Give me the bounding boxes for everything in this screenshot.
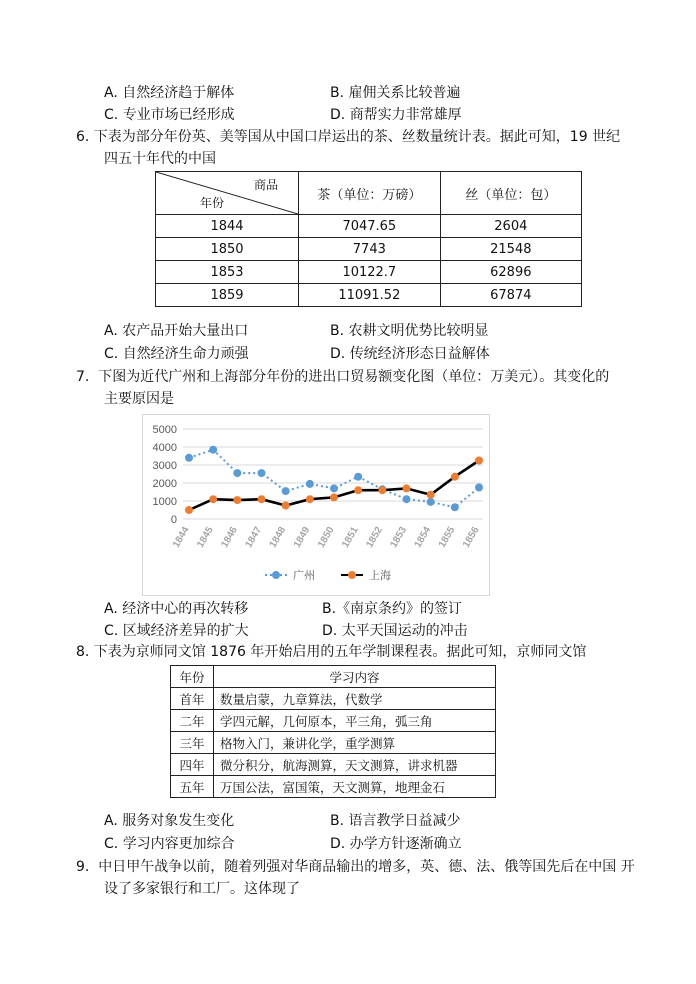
option-letter: D. — [330, 836, 346, 852]
data-point — [282, 502, 290, 510]
data-point — [427, 498, 435, 506]
x-tick-label: 1847 — [243, 525, 265, 550]
q6-option-b — [330, 322, 489, 340]
y-tick-label: 3000 — [152, 460, 177, 472]
q6-option-a — [104, 322, 248, 340]
data-point — [354, 473, 362, 481]
option-text: 服务对象发生变化 — [122, 813, 235, 829]
option-text: 区域经济差异的扩大 — [122, 623, 249, 639]
year-cell: 1844 — [156, 215, 299, 238]
q8-option-d — [330, 835, 462, 853]
diagonal-header-cell — [156, 172, 299, 215]
chart-svg — [143, 415, 489, 595]
x-tick-label: 1850 — [315, 525, 337, 550]
data-point — [403, 484, 411, 492]
y-tick-label: 4000 — [152, 442, 177, 454]
header-content: 学习内容 — [214, 666, 496, 688]
table-row — [156, 215, 582, 238]
option-text: 太平天国运动的冲击 — [341, 623, 468, 639]
y-tick-label: 2000 — [152, 478, 177, 490]
corner-top-label: 商品 — [253, 178, 278, 192]
x-tick-label: 1856 — [460, 525, 482, 550]
question-number: 8. — [76, 644, 90, 660]
data-point — [475, 457, 483, 465]
data-point — [403, 495, 411, 503]
q6-stem-line1 — [76, 128, 620, 146]
header-year: 年份 — [171, 666, 214, 688]
x-tick-label: 1849 — [291, 525, 313, 550]
option-text: 语言教学日益减少 — [348, 813, 461, 829]
q6-stem-line2: 四五十年代的中国 — [104, 151, 216, 167]
option-text: 经济中心的再次转移 — [122, 601, 249, 617]
content-cell: 万国公法，富国策，天文测算，地理金石 — [214, 776, 496, 798]
q6-option-c — [104, 345, 249, 363]
table-row — [156, 261, 582, 284]
option-text: 农耕文明优势比较明显 — [348, 323, 489, 339]
question-text: 下图为近代广州和上海部分年份的进出口贸易额变化图（单位：万美元）。其变化的 — [98, 369, 610, 385]
question-text: 下表为部分年份英、美等国从中国口岸运出的茶、丝数量统计表。据此可知，19 世纪 — [93, 129, 621, 145]
table-header-row — [171, 666, 496, 688]
legend-label: 广州 — [293, 569, 315, 582]
option-letter: B. — [322, 601, 337, 617]
option-text: 自然经济生命力顽强 — [122, 346, 249, 362]
data-point — [354, 486, 362, 494]
option-letter: C. — [104, 836, 119, 852]
option-letter: B. — [330, 323, 345, 339]
q8-curriculum-table — [170, 665, 496, 798]
content-cell: 格物入门，兼讲化学，重学测算 — [214, 732, 496, 754]
data-point — [185, 506, 193, 514]
data-point — [475, 484, 483, 492]
q7-stem-line2: 主要原因是 — [104, 391, 174, 407]
q7-option-a — [104, 600, 248, 618]
silk-cell: 2604 — [440, 215, 581, 238]
option-letter: B. — [330, 85, 345, 101]
q9-stem-line1 — [76, 858, 635, 876]
option-text: 学习内容更加综合 — [122, 836, 235, 852]
header-silk: 丝（单位：包） — [440, 172, 581, 215]
table-row — [171, 776, 496, 798]
option-text: 专业市场已经形成 — [122, 107, 235, 123]
silk-cell: 21548 — [440, 238, 581, 261]
tea-cell: 7047.65 — [299, 215, 441, 238]
tea-cell: 7743 — [299, 238, 441, 261]
table-row — [156, 238, 582, 261]
data-point — [330, 484, 338, 492]
q8-stem — [76, 643, 586, 661]
content-cell: 微分积分，航海测算，天文测算，讲求机器 — [214, 754, 496, 776]
x-tick-label: 1855 — [436, 525, 458, 550]
data-point — [233, 496, 241, 504]
table-row — [156, 284, 582, 307]
data-point — [306, 495, 314, 503]
data-point — [378, 486, 386, 494]
option-letter: A. — [104, 323, 118, 339]
year-cell: 四年 — [171, 754, 214, 776]
q7-option-b — [322, 600, 462, 618]
option-text: 雇佣关系比较普遍 — [348, 85, 461, 101]
data-point — [427, 491, 435, 499]
question-number: 7. — [76, 369, 90, 385]
q5-option-b — [330, 84, 461, 102]
data-point — [258, 495, 266, 503]
silk-cell: 62896 — [440, 261, 581, 284]
question-text: 下表为京师同文馆 1876 年开始启用的五年学制课程表。据此可知，京师同文馆 — [93, 644, 587, 660]
year-cell: 二年 — [171, 710, 214, 732]
option-letter: A. — [104, 85, 118, 101]
table-header-row — [156, 172, 582, 215]
header-tea: 茶（单位：万磅） — [299, 172, 441, 215]
option-text: 办学方针逐渐确立 — [349, 836, 462, 852]
question-text: 中日甲午战争以前，随着列强对华商品输出的增多，英、德、法、俄等国先后在中国 开 — [98, 859, 635, 875]
question-number: 9. — [76, 859, 90, 875]
x-tick-label: 1852 — [364, 525, 385, 550]
option-letter: C. — [104, 107, 119, 123]
year-cell: 1853 — [156, 261, 299, 284]
data-point — [451, 473, 459, 481]
data-point — [185, 454, 193, 462]
table-row — [171, 710, 496, 732]
year-cell: 首年 — [171, 688, 214, 710]
year-cell: 1859 — [156, 284, 299, 307]
x-tick-label: 1851 — [340, 525, 361, 550]
option-letter: C. — [104, 346, 119, 362]
trade-line-chart — [142, 414, 490, 596]
data-point — [451, 503, 459, 511]
year-cell: 五年 — [171, 776, 214, 798]
option-text: 农产品开始大量出口 — [122, 323, 249, 339]
option-letter: A. — [104, 601, 118, 617]
y-tick-label: 1000 — [152, 496, 177, 508]
year-cell: 三年 — [171, 732, 214, 754]
data-point — [233, 469, 241, 477]
tea-cell: 11091.52 — [299, 284, 441, 307]
content-cell: 学四元解，几何原本，平三角，弧三角 — [214, 710, 496, 732]
option-text: 《南京条约》的签订 — [336, 601, 463, 617]
option-letter: D. — [322, 623, 338, 639]
q6-trade-table — [155, 171, 582, 307]
question-number: 6. — [76, 129, 90, 145]
x-tick-label: 1846 — [219, 525, 240, 550]
q7-option-c — [104, 622, 249, 640]
option-text: 商帮实力非常雄厚 — [349, 107, 462, 123]
q5-option-d — [330, 106, 462, 124]
q9-stem-line2: 设了多家银行和工厂。这体现了 — [104, 881, 300, 897]
table-row — [171, 732, 496, 754]
q5-option-c — [104, 106, 235, 124]
legend-label: 上海 — [369, 569, 391, 582]
x-tick-label: 1854 — [412, 525, 434, 550]
option-letter: C. — [104, 623, 119, 639]
option-letter: D. — [330, 107, 346, 123]
q7-option-d — [322, 622, 468, 640]
year-cell: 1850 — [156, 238, 299, 261]
legend-marker — [348, 571, 356, 579]
silk-cell: 67874 — [440, 284, 581, 307]
tea-cell: 10122.7 — [299, 261, 441, 284]
y-tick-label: 0 — [170, 514, 177, 526]
y-tick-label: 5000 — [152, 424, 177, 436]
x-tick-label: 1853 — [388, 525, 410, 550]
x-tick-label: 1844 — [170, 525, 192, 550]
option-letter: B. — [330, 813, 345, 829]
q8-option-c — [104, 835, 235, 853]
data-point — [330, 493, 338, 501]
q8-option-b — [330, 812, 461, 830]
table-row — [171, 754, 496, 776]
x-tick-label: 1845 — [195, 525, 216, 550]
x-tick-label: 1848 — [267, 525, 289, 550]
corner-bottom-label: 年份 — [200, 196, 225, 210]
option-text: 自然经济趋于解体 — [122, 85, 235, 101]
table-row — [171, 688, 496, 710]
option-letter: D. — [330, 346, 346, 362]
q5-option-a — [104, 84, 234, 102]
q6-option-d — [330, 345, 490, 363]
data-point — [209, 446, 217, 454]
data-point — [258, 469, 266, 477]
q8-option-a — [104, 812, 234, 830]
content-cell: 数量启蒙，九章算法，代数学 — [214, 688, 496, 710]
data-point — [306, 480, 314, 488]
option-text: 传统经济形态日益解体 — [349, 346, 490, 362]
option-letter: A. — [104, 813, 118, 829]
data-point — [209, 495, 217, 503]
legend-marker — [272, 571, 280, 579]
data-point — [282, 487, 290, 495]
q7-stem-line1 — [76, 368, 609, 386]
